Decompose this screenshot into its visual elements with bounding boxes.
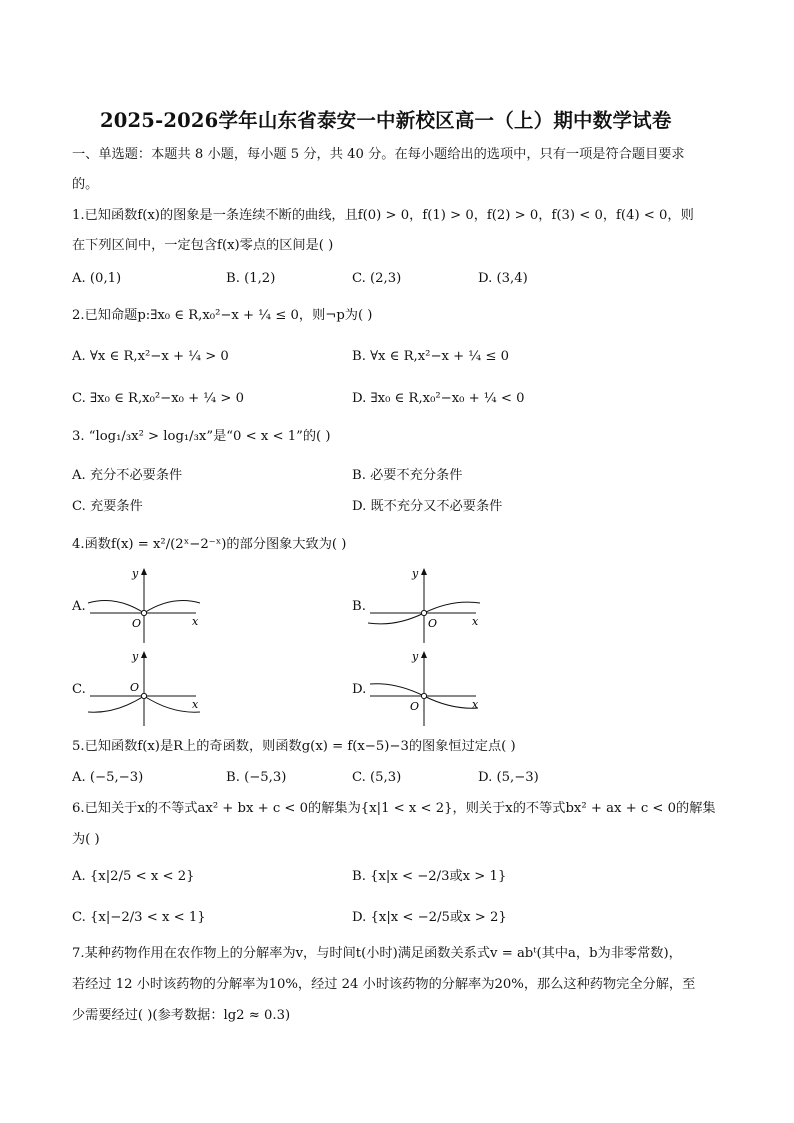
q2-option-b: B. ∀x ∈ R,x²−x + ¼ ≤ 0	[352, 349, 509, 364]
q1-option-c: C. (2,3)	[352, 271, 402, 286]
q4-graph-d	[366, 648, 486, 728]
y-axis-label: y	[412, 567, 419, 580]
y-axis-label: y	[412, 650, 419, 663]
q5-option-c: C. (5,3)	[352, 770, 402, 785]
q5-option-a: A. (−5,−3)	[72, 770, 144, 785]
q5-stem: 5.已知函数f(x)是R上的奇函数，则函数g(x) = f(x−5)−3的图象恒过定点( )	[72, 739, 516, 754]
q1-option-b: B. (1,2)	[226, 271, 276, 286]
origin-label: O	[132, 617, 142, 630]
x-axis-label: x	[472, 615, 479, 628]
q2-stem: 2.已知命题p:∃x₀ ∈ R,x₀²−x + ¼ ≤ 0，则¬p为( )	[72, 308, 373, 323]
origin-label: O	[428, 617, 438, 630]
q2-option-d: D. ∃x₀ ∈ R,x₀²−x₀ + ¼ < 0	[352, 391, 525, 406]
q1-option-d: D. (3,4)	[478, 271, 528, 286]
q4-graph-b	[366, 565, 486, 645]
q5-option-d: D. (5,−3)	[478, 770, 539, 785]
q3-option-b: B. 必要不充分条件	[352, 468, 463, 483]
q4-graph-c	[86, 648, 206, 728]
q3-option-a: A. 充分不必要条件	[72, 468, 183, 483]
x-axis-label: x	[472, 698, 479, 711]
section-header: 一、单选题：本题共 8 小题，每小题 5 分，共 40 分。在每小题给出的选项中，只有一项是符合题目要求	[72, 147, 685, 162]
q5-option-b: B. (−5,3)	[226, 770, 287, 785]
section-header-cont: 的。	[72, 177, 99, 192]
q2-option-a: A. ∀x ∈ R,x²−x + ¼ > 0	[72, 349, 229, 364]
q6-stem: 6.已知关于x的不等式ax² + bx + c < 0的解集为{x|1 < x < 2}，则关于x的不等式bx² + ax + c < 0的解集	[72, 801, 716, 816]
q7-stem-cont2: 少需要经过( )(参考数据：lg2 ≈ 0.3)	[72, 1008, 291, 1023]
q2-option-c: C. ∃x₀ ∈ R,x₀²−x₀ + ¼ > 0	[72, 391, 244, 406]
q4-option-d-label: D.	[352, 682, 367, 697]
q4-graph-a	[86, 565, 206, 645]
y-axis-label: y	[132, 567, 139, 580]
q6-option-a: A. {x|2/5 < x < 2}	[72, 869, 195, 884]
y-axis-label: y	[132, 650, 139, 663]
q4-option-b-label: B.	[352, 599, 366, 614]
q3-stem: 3. “log₁/₃x² > log₁/₃x”是“0 < x < 1”的( )	[72, 429, 331, 444]
q6-option-b: B. {x|x < −2/3或x > 1}	[352, 869, 507, 884]
q4-option-c-label: C.	[72, 682, 86, 697]
q3-option-d: D. 既不充分又不必要条件	[352, 499, 503, 514]
q4-stem: 4.函数f(x) = x²/(2ˣ−2⁻ˣ)的部分图象大致为( )	[72, 537, 347, 552]
q6-option-c: C. {x|−2/3 < x < 1}	[72, 910, 206, 925]
q7-stem-cont1: 若经过 12 小时该药物的分解率为10%，经过 24 小时该药物的分解率为20%，那么这种药物完全分解，至	[72, 977, 696, 992]
page-title: 2025-2026学年山东省泰安一中新校区高一（上）期中数学试卷	[100, 109, 672, 132]
q7-stem: 7.某种药物作用在农作物上的分解率为v，与时间t(小时)满足函数关系式v = abᵗ(其中a，b为非零常数)，	[72, 946, 682, 961]
x-axis-label: x	[192, 698, 199, 711]
q6-option-d: D. {x|x < −2/5或x > 2}	[352, 910, 507, 925]
origin-label: O	[410, 700, 420, 713]
q1-stem-cont: 在下列区间中，一定包含f(x)零点的区间是( )	[72, 238, 334, 253]
q1-stem: 1.已知函数f(x)的图象是一条连续不断的曲线，且f(0) > 0，f(1) > 0，f(2) > 0，f(3) < 0，f(4) < 0，则	[72, 208, 694, 223]
x-axis-label: x	[192, 615, 199, 628]
q3-option-c: C. 充要条件	[72, 499, 143, 514]
q6-stem-cont: 为( )	[72, 832, 100, 847]
q4-option-a-label: A.	[72, 599, 86, 614]
origin-label: O	[130, 681, 140, 694]
q1-option-a: A. (0,1)	[72, 271, 122, 286]
